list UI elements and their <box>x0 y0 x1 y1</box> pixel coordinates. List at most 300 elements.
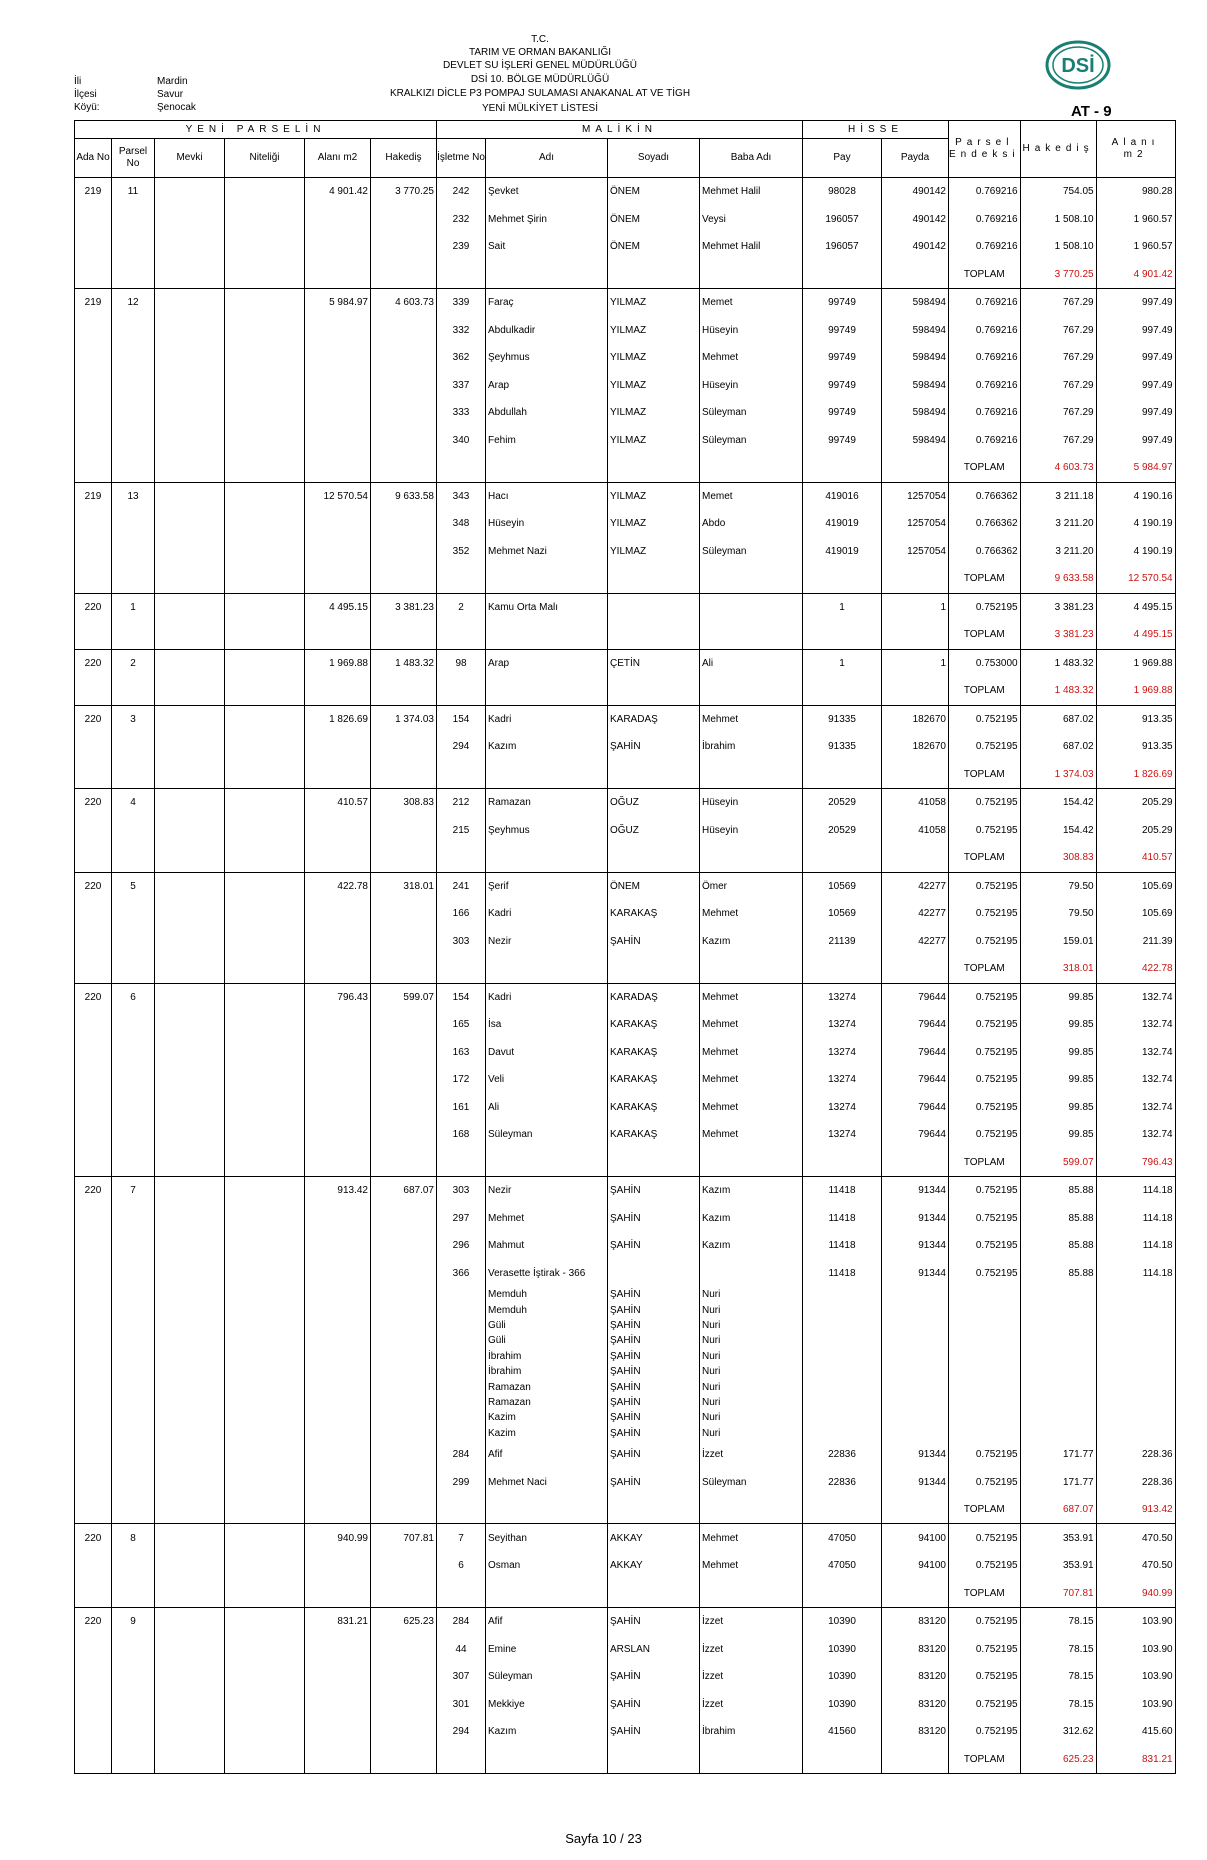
empty-cell <box>225 1379 305 1394</box>
empty-cell <box>882 1395 949 1410</box>
empty-cell <box>305 1663 371 1691</box>
owner-hakedis: 767.29 <box>1020 399 1096 427</box>
empty-cell <box>305 1039 371 1067</box>
empty-cell <box>437 1349 486 1364</box>
empty-cell <box>75 1149 112 1177</box>
pay: 20529 <box>803 789 882 817</box>
parsel-endeksi: 0.769216 <box>949 206 1021 234</box>
empty-cell <box>112 1663 155 1691</box>
empty-cell <box>949 1395 1021 1410</box>
empty-cell <box>371 1468 437 1496</box>
payda: 598494 <box>882 427 949 455</box>
empty-cell <box>305 1302 371 1317</box>
owner-hakedis: 79.50 <box>1020 872 1096 900</box>
empty-cell <box>437 1318 486 1333</box>
pay: 99749 <box>803 344 882 372</box>
total-row <box>75 1496 1176 1524</box>
empty-cell <box>112 344 155 372</box>
col-hakedis-total: Hakediş <box>1020 121 1096 178</box>
owner-soyadi: ÖNEM <box>608 233 700 261</box>
owner-alan: 103.90 <box>1096 1635 1175 1663</box>
payda: 94100 <box>882 1524 949 1552</box>
title-line-2: TARIM VE ORMAN BAKANLIĞI <box>468 47 612 58</box>
empty-cell <box>155 817 225 845</box>
empty-cell <box>75 344 112 372</box>
owner-alan: 211.39 <box>1096 928 1175 956</box>
owner-soyadi: ARSLAN <box>608 1635 700 1663</box>
owner-row <box>75 1718 1176 1746</box>
owner-alan: 114.18 <box>1096 1232 1175 1260</box>
empty-cell <box>437 1745 486 1773</box>
owner-baba: Mehmet <box>700 1011 803 1039</box>
empty-cell <box>371 317 437 345</box>
owner-soyadi: YILMAZ <box>608 427 700 455</box>
col-parsel-endeksi: Parsel Endeksi <box>949 121 1021 178</box>
owner-soyadi: KARAKAŞ <box>608 1094 700 1122</box>
parsel-no: 6 <box>112 983 155 1011</box>
parsel-endeksi: 0.752195 <box>949 817 1021 845</box>
ada-no: 220 <box>75 789 112 817</box>
toplam-hakedis: 3 770.25 <box>1020 261 1096 289</box>
parcel-hakedis: 3 381.23 <box>371 593 437 621</box>
parsel-endeksi: 0.752195 <box>949 872 1021 900</box>
empty-cell <box>371 538 437 566</box>
empty-cell <box>305 1552 371 1580</box>
empty-cell <box>155 1066 225 1094</box>
empty-cell <box>371 454 437 482</box>
empty-cell <box>225 928 305 956</box>
empty-cell <box>371 1690 437 1718</box>
empty-cell <box>371 510 437 538</box>
owner-hakedis: 687.02 <box>1020 733 1096 761</box>
heir-row <box>75 1302 1176 1317</box>
heir-soyadi: ŞAHİN <box>608 1426 700 1441</box>
empty-cell <box>155 233 225 261</box>
payda: 598494 <box>882 344 949 372</box>
empty-cell <box>112 1333 155 1348</box>
col-ada-no: Ada No <box>75 139 112 178</box>
toplam-alan: 831.21 <box>1096 1745 1175 1773</box>
mevki <box>155 1177 225 1205</box>
empty-cell <box>112 261 155 289</box>
parcel-hakedis: 687.07 <box>371 1177 437 1205</box>
parcel-row <box>75 649 1176 677</box>
empty-cell <box>949 1364 1021 1379</box>
niteligi <box>225 1607 305 1635</box>
empty-cell <box>305 1260 371 1288</box>
owner-soyadi <box>608 593 700 621</box>
mevki <box>155 1524 225 1552</box>
empty-cell <box>225 761 305 789</box>
owner-hakedis: 99.85 <box>1020 1011 1096 1039</box>
empty-cell <box>112 1410 155 1425</box>
owner-soyadi: YILMAZ <box>608 510 700 538</box>
empty-cell <box>305 1395 371 1410</box>
isletme-no: 239 <box>437 233 486 261</box>
heir-adi: Güli <box>486 1333 608 1348</box>
owner-soyadi: ÖNEM <box>608 206 700 234</box>
empty-cell <box>371 233 437 261</box>
empty-cell <box>371 1302 437 1317</box>
parcel-row <box>75 1177 1176 1205</box>
pay: 10390 <box>803 1607 882 1635</box>
empty-cell <box>155 372 225 400</box>
owner-alan: 103.90 <box>1096 1663 1175 1691</box>
pay: 22836 <box>803 1468 882 1496</box>
owner-baba: İzzet <box>700 1607 803 1635</box>
heir-baba: Nuri <box>700 1426 803 1441</box>
empty-cell <box>305 1205 371 1233</box>
empty-cell <box>437 1364 486 1379</box>
owner-hakedis: 78.15 <box>1020 1663 1096 1691</box>
parcel-row <box>75 705 1176 733</box>
empty-cell <box>1096 1426 1175 1441</box>
empty-cell <box>155 1395 225 1410</box>
empty-cell <box>949 1287 1021 1302</box>
owner-hakedis: 353.91 <box>1020 1552 1096 1580</box>
empty-cell <box>112 844 155 872</box>
parsel-no: 2 <box>112 649 155 677</box>
group-hisse: HİSSE <box>803 121 949 139</box>
payda: 42277 <box>882 872 949 900</box>
payda: 42277 <box>882 900 949 928</box>
empty-cell <box>882 1496 949 1524</box>
total-row <box>75 621 1176 649</box>
empty-cell <box>112 1579 155 1607</box>
pay: 1 <box>803 649 882 677</box>
owner-baba: Mehmet <box>700 344 803 372</box>
empty-cell <box>75 1260 112 1288</box>
owner-alan: 470.50 <box>1096 1524 1175 1552</box>
pay: 47050 <box>803 1552 882 1580</box>
empty-cell <box>155 733 225 761</box>
empty-cell <box>305 399 371 427</box>
owner-hakedis: 3 211.20 <box>1020 538 1096 566</box>
isletme-no: 303 <box>437 1177 486 1205</box>
isletme-no: 172 <box>437 1066 486 1094</box>
owner-adi: Nezir <box>486 928 608 956</box>
owner-adi: Şeyhmus <box>486 344 608 372</box>
parsel-no: 3 <box>112 705 155 733</box>
empty-cell <box>155 510 225 538</box>
parsel-no: 5 <box>112 872 155 900</box>
empty-cell <box>112 1441 155 1469</box>
owner-adi: Mehmet Nazi <box>486 538 608 566</box>
empty-cell <box>155 1663 225 1691</box>
group-yeni-parselin: YENİ PARSELİN <box>75 121 437 139</box>
empty-cell <box>112 928 155 956</box>
owner-alan: 4 495.15 <box>1096 593 1175 621</box>
toplam-label: TOPLAM <box>949 565 1021 593</box>
owner-hakedis: 78.15 <box>1020 1635 1096 1663</box>
empty-cell <box>225 233 305 261</box>
empty-cell <box>155 206 225 234</box>
pay: 20529 <box>803 817 882 845</box>
owner-adi: Hüseyin <box>486 510 608 538</box>
toplam-alan: 4 901.42 <box>1096 261 1175 289</box>
ada-no: 219 <box>75 178 112 206</box>
owner-adi: Şevket <box>486 178 608 206</box>
owner-alan: 114.18 <box>1096 1260 1175 1288</box>
owner-baba: İzzet <box>700 1690 803 1718</box>
heir-row <box>75 1426 1176 1441</box>
empty-cell <box>486 1579 608 1607</box>
pay: 13274 <box>803 1039 882 1067</box>
ada-no: 220 <box>75 983 112 1011</box>
parsel-endeksi: 0.766362 <box>949 482 1021 510</box>
ada-no: 219 <box>75 482 112 510</box>
col-alani-total: Alanı m2 <box>1096 121 1175 178</box>
empty-cell <box>225 538 305 566</box>
pay: 10390 <box>803 1690 882 1718</box>
empty-cell <box>75 510 112 538</box>
empty-cell <box>1020 1364 1096 1379</box>
heir-row <box>75 1318 1176 1333</box>
owner-alan: 997.49 <box>1096 344 1175 372</box>
owner-hakedis: 99.85 <box>1020 1039 1096 1067</box>
empty-cell <box>437 1496 486 1524</box>
isletme-no: 343 <box>437 482 486 510</box>
owner-baba: Mehmet Halil <box>700 178 803 206</box>
empty-cell <box>155 565 225 593</box>
empty-cell <box>305 317 371 345</box>
parcel-hakedis: 318.01 <box>371 872 437 900</box>
isletme-no: 337 <box>437 372 486 400</box>
parcel-alan: 940.99 <box>305 1524 371 1552</box>
owner-baba: Süleyman <box>700 399 803 427</box>
empty-cell <box>305 1496 371 1524</box>
empty-cell <box>155 1287 225 1302</box>
owner-baba: Hüseyin <box>700 372 803 400</box>
pay: 13274 <box>803 1011 882 1039</box>
col-soyadi: Soyadı <box>608 139 700 178</box>
owner-adi: Mahmut <box>486 1232 608 1260</box>
empty-cell <box>305 621 371 649</box>
empty-cell <box>155 1441 225 1469</box>
isletme-no: 154 <box>437 983 486 1011</box>
empty-cell <box>486 261 608 289</box>
owner-hakedis: 85.88 <box>1020 1260 1096 1288</box>
empty-cell <box>371 1663 437 1691</box>
toplam-alan: 1 826.69 <box>1096 761 1175 789</box>
niteligi <box>225 983 305 1011</box>
empty-cell <box>882 1379 949 1394</box>
parsel-endeksi: 0.769216 <box>949 372 1021 400</box>
mevki <box>155 789 225 817</box>
total-row <box>75 844 1176 872</box>
empty-cell <box>112 399 155 427</box>
empty-cell <box>882 1364 949 1379</box>
empty-cell <box>608 621 700 649</box>
owner-row <box>75 1441 1176 1469</box>
empty-cell <box>225 900 305 928</box>
empty-cell <box>1096 1379 1175 1394</box>
owner-adi: Mekkiye <box>486 1690 608 1718</box>
empty-cell <box>225 1426 305 1441</box>
owner-adi: İsa <box>486 1011 608 1039</box>
empty-cell <box>803 1333 882 1348</box>
empty-cell <box>1020 1410 1096 1425</box>
col-mevki: Mevki <box>155 139 225 178</box>
empty-cell <box>225 1302 305 1317</box>
empty-cell <box>803 261 882 289</box>
empty-cell <box>225 1690 305 1718</box>
empty-cell <box>75 1690 112 1718</box>
col-isletme-no: İşletme No <box>437 139 486 178</box>
empty-cell <box>155 1426 225 1441</box>
toplam-label: TOPLAM <box>949 955 1021 983</box>
empty-cell <box>700 677 803 705</box>
isletme-no: 163 <box>437 1039 486 1067</box>
empty-cell <box>155 1468 225 1496</box>
owner-adi: Abdullah <box>486 399 608 427</box>
empty-cell <box>155 1333 225 1348</box>
empty-cell <box>882 1302 949 1317</box>
payda: 83120 <box>882 1690 949 1718</box>
heir-row <box>75 1379 1176 1394</box>
empty-cell <box>155 1496 225 1524</box>
pay: 10390 <box>803 1635 882 1663</box>
empty-cell <box>225 454 305 482</box>
empty-cell <box>155 1011 225 1039</box>
heir-adi: İbrahim <box>486 1364 608 1379</box>
toplam-alan: 913.42 <box>1096 1496 1175 1524</box>
empty-cell <box>608 955 700 983</box>
empty-cell <box>608 565 700 593</box>
empty-cell <box>608 1149 700 1177</box>
empty-cell <box>1020 1426 1096 1441</box>
owner-row <box>75 1468 1176 1496</box>
pay: 13274 <box>803 1094 882 1122</box>
col-parsel-no: Parsel No <box>112 139 155 178</box>
owner-adi: Ali <box>486 1094 608 1122</box>
owner-alan: 132.74 <box>1096 1039 1175 1067</box>
empty-cell <box>155 1121 225 1149</box>
heir-baba: Nuri <box>700 1379 803 1394</box>
ada-no: 220 <box>75 593 112 621</box>
empty-cell <box>155 677 225 705</box>
owner-soyadi: YILMAZ <box>608 372 700 400</box>
heir-baba: Nuri <box>700 1364 803 1379</box>
owner-hakedis: 99.85 <box>1020 1121 1096 1149</box>
empty-cell <box>75 1333 112 1348</box>
pay: 99749 <box>803 317 882 345</box>
owner-hakedis: 99.85 <box>1020 1066 1096 1094</box>
empty-cell <box>371 1349 437 1364</box>
empty-cell <box>155 1552 225 1580</box>
owner-adi: Davut <box>486 1039 608 1067</box>
empty-cell <box>225 261 305 289</box>
empty-cell <box>1020 1287 1096 1302</box>
payda: 1 <box>882 649 949 677</box>
empty-cell <box>608 677 700 705</box>
owner-row <box>75 1552 1176 1580</box>
empty-cell <box>305 1441 371 1469</box>
empty-cell <box>1096 1287 1175 1302</box>
empty-cell <box>700 621 803 649</box>
pay: 47050 <box>803 1524 882 1552</box>
parcel-hakedis: 625.23 <box>371 1607 437 1635</box>
owner-adi: Kadri <box>486 983 608 1011</box>
empty-cell <box>225 1395 305 1410</box>
owner-adi: Kazım <box>486 733 608 761</box>
parsel-endeksi: 0.752195 <box>949 900 1021 928</box>
owner-adi: Kadri <box>486 900 608 928</box>
isletme-no: 332 <box>437 317 486 345</box>
empty-cell <box>371 427 437 455</box>
owner-soyadi: ŞAHİN <box>608 1607 700 1635</box>
toplam-hakedis: 318.01 <box>1020 955 1096 983</box>
toplam-alan: 12 570.54 <box>1096 565 1175 593</box>
owner-alan: 103.90 <box>1096 1607 1175 1635</box>
empty-cell <box>371 372 437 400</box>
owner-alan: 4 190.19 <box>1096 510 1175 538</box>
total-row <box>75 261 1176 289</box>
empty-cell <box>75 399 112 427</box>
isletme-no: 215 <box>437 817 486 845</box>
ada-no: 220 <box>75 1177 112 1205</box>
empty-cell <box>371 1066 437 1094</box>
total-row <box>75 677 1176 705</box>
toplam-label: TOPLAM <box>949 1745 1021 1773</box>
title-line-5: KRALKIZI DİCLE P3 POMPAJ SULAMASI ANAKANAL AT VE TİGH <box>389 88 691 99</box>
parsel-endeksi: 0.753000 <box>949 649 1021 677</box>
owner-hakedis: 171.77 <box>1020 1468 1096 1496</box>
parsel-endeksi: 0.752195 <box>949 1260 1021 1288</box>
pay: 99749 <box>803 399 882 427</box>
empty-cell <box>700 844 803 872</box>
payda: 598494 <box>882 372 949 400</box>
empty-cell <box>225 1745 305 1773</box>
empty-cell <box>75 844 112 872</box>
empty-cell <box>305 233 371 261</box>
parsel-no: 13 <box>112 482 155 510</box>
owner-row <box>75 1094 1176 1122</box>
empty-cell <box>112 1318 155 1333</box>
owner-alan: 132.74 <box>1096 1121 1175 1149</box>
toplam-label: TOPLAM <box>949 677 1021 705</box>
empty-cell <box>112 1232 155 1260</box>
empty-cell <box>75 206 112 234</box>
owner-baba: Kazım <box>700 1205 803 1233</box>
parcel-row <box>75 289 1176 317</box>
empty-cell <box>112 1205 155 1233</box>
empty-cell <box>225 1066 305 1094</box>
toplam-hakedis: 9 633.58 <box>1020 565 1096 593</box>
empty-cell <box>700 1496 803 1524</box>
heir-row <box>75 1287 1176 1302</box>
owner-adi: Mehmet <box>486 1205 608 1233</box>
owner-baba: Mehmet <box>700 1552 803 1580</box>
empty-cell <box>155 344 225 372</box>
parsel-endeksi: 0.769216 <box>949 233 1021 261</box>
empty-cell <box>882 565 949 593</box>
owner-hakedis: 312.62 <box>1020 1718 1096 1746</box>
owner-hakedis: 3 381.23 <box>1020 593 1096 621</box>
owner-hakedis: 85.88 <box>1020 1205 1096 1233</box>
parcel-hakedis: 4 603.73 <box>371 289 437 317</box>
empty-cell <box>75 1441 112 1469</box>
parsel-endeksi: 0.752195 <box>949 1718 1021 1746</box>
empty-cell <box>305 928 371 956</box>
parcel-row <box>75 1607 1176 1635</box>
empty-cell <box>75 1205 112 1233</box>
owner-soyadi: ŞAHİN <box>608 1718 700 1746</box>
empty-cell <box>486 955 608 983</box>
isletme-no: 168 <box>437 1121 486 1149</box>
owner-baba <box>700 1260 803 1288</box>
niteligi <box>225 789 305 817</box>
